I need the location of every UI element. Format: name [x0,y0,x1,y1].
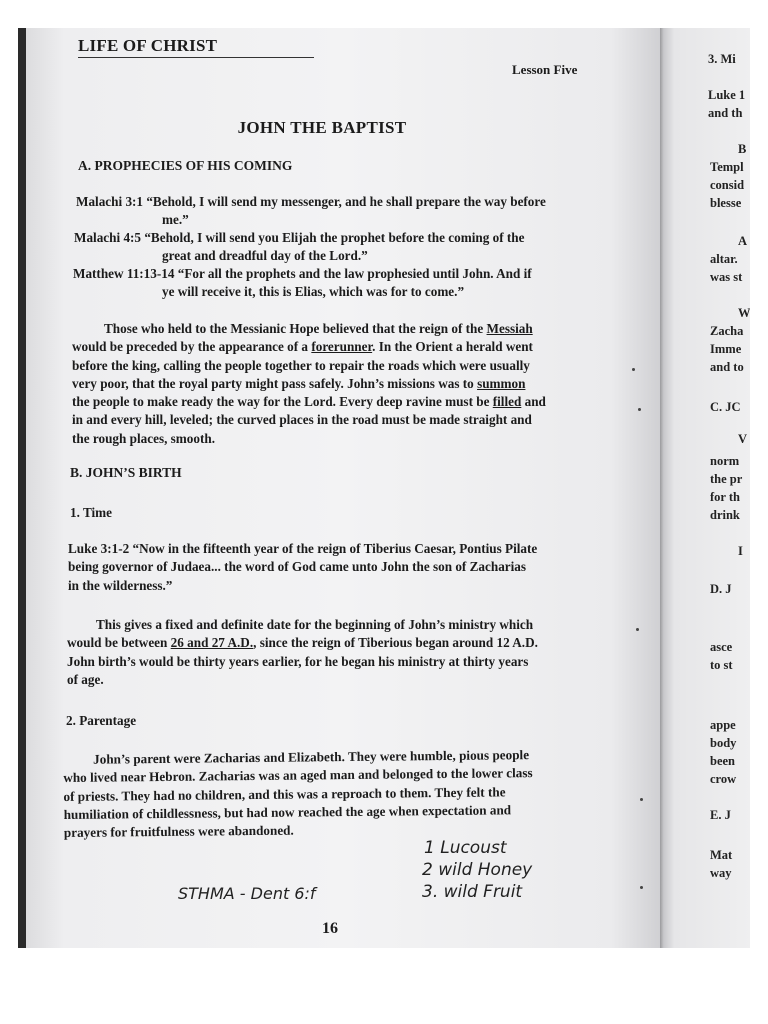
paper-speck [638,408,641,411]
para-underlined: 26 and 27 A.D. [170,635,254,651]
paper-speck [640,886,643,889]
para-line: humiliation of childlessness, but had now reached the age when expectation and [63,802,512,822]
section-b-heading: B. JOHN’S BIRTH [70,465,182,480]
para-line: being governor of Judaea... the word of God came unto John the son of Zacharias [68,559,527,575]
para-underlined: forerunner [311,339,373,355]
right-page-fragment: Templ [710,160,744,174]
right-book-page-cropped [664,28,750,948]
running-header-title: LIFE OF CHRIST [78,36,218,55]
para-line: Luke 3:1-2 “Now in the fifteenth year of the reign of Tiberius Caesar, Pontius Pilate [68,541,538,556]
right-page-fragment: A [738,234,748,248]
verse-line: Malachi 3:1 “Behold, I will send my messenger, and he shall prepare the way before [76,194,546,209]
para-underlined: summon [477,375,526,391]
verse-line: ye will receive it, this is Elias, which was for to come.” [162,284,465,299]
left-book-page [26,28,662,948]
time-paragraph [67,616,601,689]
verse-line: Matthew 11:13-14 “For all the prophets and the law prophesied until John. And if [73,266,532,281]
para-text: very poor, that the royal party might pass safely. John’s missions was to [72,375,478,391]
verse-line: Malachi 4:5 “Behold, I will send you Elijah the prophet before the coming of the [74,230,525,245]
right-page-fragment: D. J [710,582,732,596]
right-page-fragment: for th [710,490,740,504]
para-text: Those who held to the Messianic Hope believed that the reign of the [104,321,487,336]
right-page-fragment: Zacha [710,324,744,338]
luke-3-quote [68,540,598,595]
verse-line: me.” [162,212,189,227]
right-page-fragment: B [738,142,747,156]
para-text: the people to make ready the way for the Lord. Every deep ravine must be [72,394,493,410]
verse-malachi-3-1 [76,193,546,229]
para-line: who lived near Hebron. Zacharias was an aged man and belonged to the lower class [63,765,533,786]
page-number: 16 [322,920,338,937]
right-page-fragment: the pr [710,472,743,486]
right-page-fragment: V [738,432,748,446]
para-underlined: filled [492,394,522,410]
right-page-fragment: drink [710,508,740,522]
para-line: the rough places, smooth. [72,430,215,446]
verse-line: great and dreadful day of the Lord.” [162,248,368,263]
para-text: . In the Orient a herald went [372,339,533,355]
right-page-fragment: asce [710,640,733,654]
right-page-fragment: C. JC [710,400,741,414]
right-page-fragment: was st [710,270,743,284]
right-page-fragment: and th [708,106,743,120]
subsection-parentage: 2. Parentage [66,713,137,728]
para-line: in the wilderness.” [68,577,173,593]
right-page-fragment: to st [710,658,733,672]
right-page-fragment: and to [710,360,744,374]
right-page-fragment: I [738,544,743,558]
right-page-fragment: body [710,736,737,750]
right-page-fragment: altar. [710,252,738,266]
handwritten-bottom-note: STHMA - Dent 6:f [178,884,316,903]
handwritten-note-2: 2 wild Honey [422,860,533,880]
subsection-time: 1. Time [70,505,113,520]
para-line: John’s parent were Zacharias and Elizabeth. They were humble, pious people [93,747,530,767]
para-line: in and every hill, leveled; the curved places in the road must be made straight and [72,412,532,428]
right-page-fragment: Mat [710,848,733,862]
handwritten-note-1: 1 Lucoust [424,838,507,858]
para-text: , since the reign of Tiberious began around 12 A.D. [253,635,538,651]
right-page-fragment: E. J [710,808,731,822]
para-line: of priests. They had no children, and this was a reproach to them. They felt the [63,783,506,804]
paper-speck [632,368,635,371]
section-a-heading: A. PROPHECIES OF HIS COMING [78,158,293,173]
handwritten-note-3: 3. wild Fruit [422,882,523,902]
right-page-fragment: crow [710,772,737,786]
right-page-fragment: Imme [710,342,742,356]
para-line: John birth’s would be thirty years earlier, for he began his ministry at thirty years [67,653,529,669]
right-page-fragment: way [710,866,732,880]
right-page-fragment: Luke 1 [708,88,746,102]
verse-malachi-4-5 [74,229,524,265]
para-line: prayers for fruitfulness were abandoned. [63,822,294,841]
para-line: of age. [67,671,104,687]
messianic-hope-paragraph [72,320,592,448]
para-text: and [521,394,546,410]
paper-speck [640,798,643,801]
right-page-fragment: W [738,306,750,320]
header-underline [78,57,314,58]
right-page-fragment: consid [710,178,745,192]
lesson-label: Lesson Five [512,62,578,77]
lesson-title [26,118,662,138]
verse-matthew-11-13 [73,265,532,301]
para-text: would be preceded by the appearance of a [72,339,312,355]
parentage-paragraph [63,745,604,842]
right-page-fragment: norm [710,454,740,468]
right-page-fragment: appe [710,718,736,732]
paper-speck [636,628,639,631]
para-line: before the king, calling the people together to repair the roads which were usually [72,357,530,373]
para-text: would be between [67,635,171,651]
para-line: This gives a fixed and definite date for the beginning of John’s ministry which [96,617,534,632]
right-page-fragment: 3. Mi [708,52,736,66]
right-page-fragment: been [710,754,735,768]
right-page-fragment: blesse [710,196,742,210]
lesson-title-text: JOHN THE BAPTIST [237,118,407,137]
para-underlined: Messiah [486,321,533,336]
